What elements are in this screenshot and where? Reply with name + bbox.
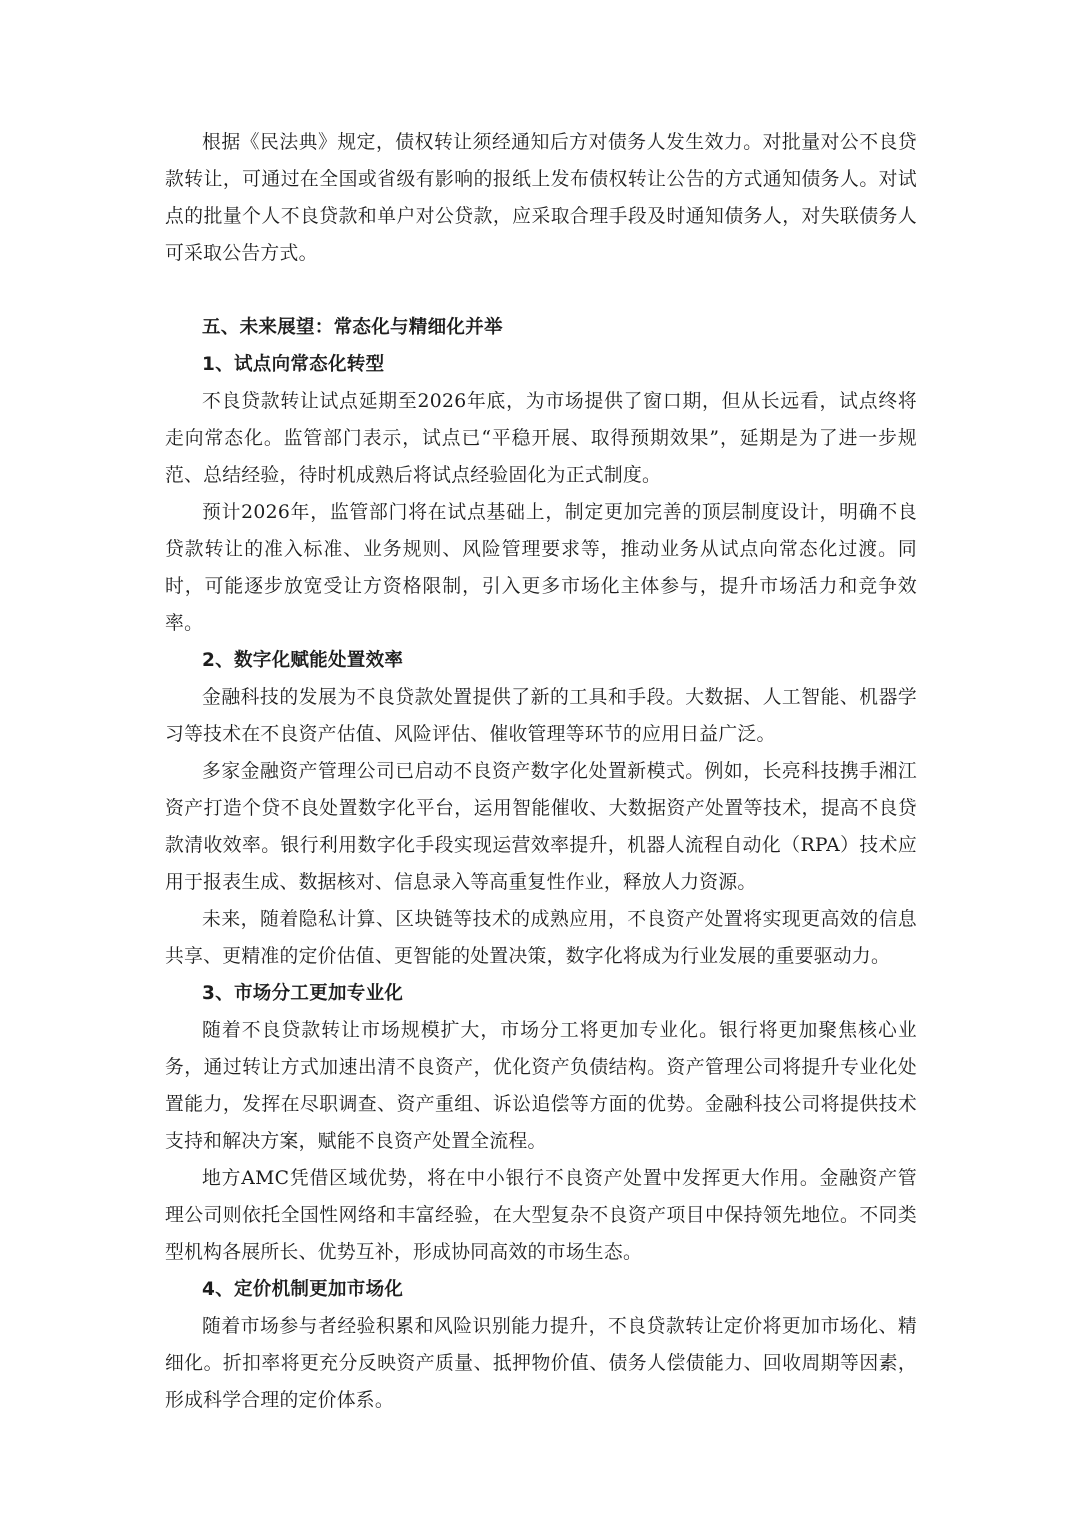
paragraph: 随着市场参与者经验积累和风险识别能力提升，不良贷款转让定价将更加市场化、精细化。折扣率将更充分反映资产质量、抵押物价值、债务人偿债能力、回收周期等因素，形成科学合理的定价体系。 — [165, 1316, 917, 1411]
paragraph: 预计2026年，监管部门将在试点基础上，制定更加完善的顶层制度设计，明确不良贷款转让的准入标准、业务规则、风险管理要求等，推动业务从试点向常态化过渡。同时，可能逐步放宽受让方资格限制，引入更多市场化主体参与，提升市场活力和竞争效率。 — [165, 502, 917, 634]
paragraph: 不良贷款转让试点延期至2026年底，为市场提供了窗口期，但从长远看，试点终将走向常态化。监管部门表示，试点已“平稳开展、取得预期效果”，延期是为了进一步规范、总结经验，待时机成熟后将试点经验固化为正式制度。 — [165, 391, 917, 486]
subsection-title: 1、试点向常态化转型 — [202, 354, 385, 375]
document-page — [165, 124, 917, 1419]
subsection-title: 3、市场分工更加专业化 — [202, 983, 404, 1004]
paragraph: 未来，随着隐私计算、区块链等技术的成熟应用，不良资产处置将实现更高效的信息共享、更精准的定价估值、更智能的处置决策，数字化将成为行业发展的重要驱动力。 — [165, 909, 917, 967]
paragraph: 地方AMC凭借区域优势，将在中小银行不良资产处置中发挥更大作用。金融资产管理公司则依托全国性网络和丰富经验，在大型复杂不良资产项目中保持领先地位。不同类型机构各展所长、优势互补，形成协同高效的市场生态。 — [165, 1168, 917, 1263]
subsection-title: 4、定价机制更加市场化 — [202, 1279, 404, 1300]
paragraph: 多家金融资产管理公司已启动不良资产数字化处置新模式。例如，长亮科技携手湘江资产打造个贷不良处置数字化平台，运用智能催收、大数据资产处置等技术，提高不良贷款清收效率。银行利用数字化手段实现运营效率提升，机器人流程自动化（RPA）技术应用于报表生成、数据核对、信息录入等高重复性作业，释放人力资源。 — [165, 761, 917, 893]
intro-paragraph: 根据《民法典》规定，债权转让须经通知后方对债务人发生效力。对批量对公不良贷款转让，可通过在全国或省级有影响的报纸上发布债权转让公告的方式通知债务人。对试点的批量个人不良贷款和单户对公贷款，应采取合理手段及时通知债务人，对失联债务人可采取公告方式。 — [165, 132, 917, 264]
paragraph: 随着不良贷款转让市场规模扩大，市场分工将更加专业化。银行将更加聚焦核心业务，通过转让方式加速出清不良资产，优化资产负债结构。资产管理公司将提升专业化处置能力，发挥在尽职调查、资产重组、诉讼追偿等方面的优势。金融科技公司将提供技术支持和解决方案，赋能不良资产处置全流程。 — [165, 1020, 917, 1152]
paragraph: 金融科技的发展为不良贷款处置提供了新的工具和手段。大数据、人工智能、机器学习等技术在不良资产估值、风险评估、催收管理等环节的应用日益广泛。 — [165, 687, 917, 745]
section-title: 五、未来展望：常态化与精细化并举 — [202, 317, 503, 338]
subsection-title: 2、数字化赋能处置效率 — [202, 650, 404, 671]
